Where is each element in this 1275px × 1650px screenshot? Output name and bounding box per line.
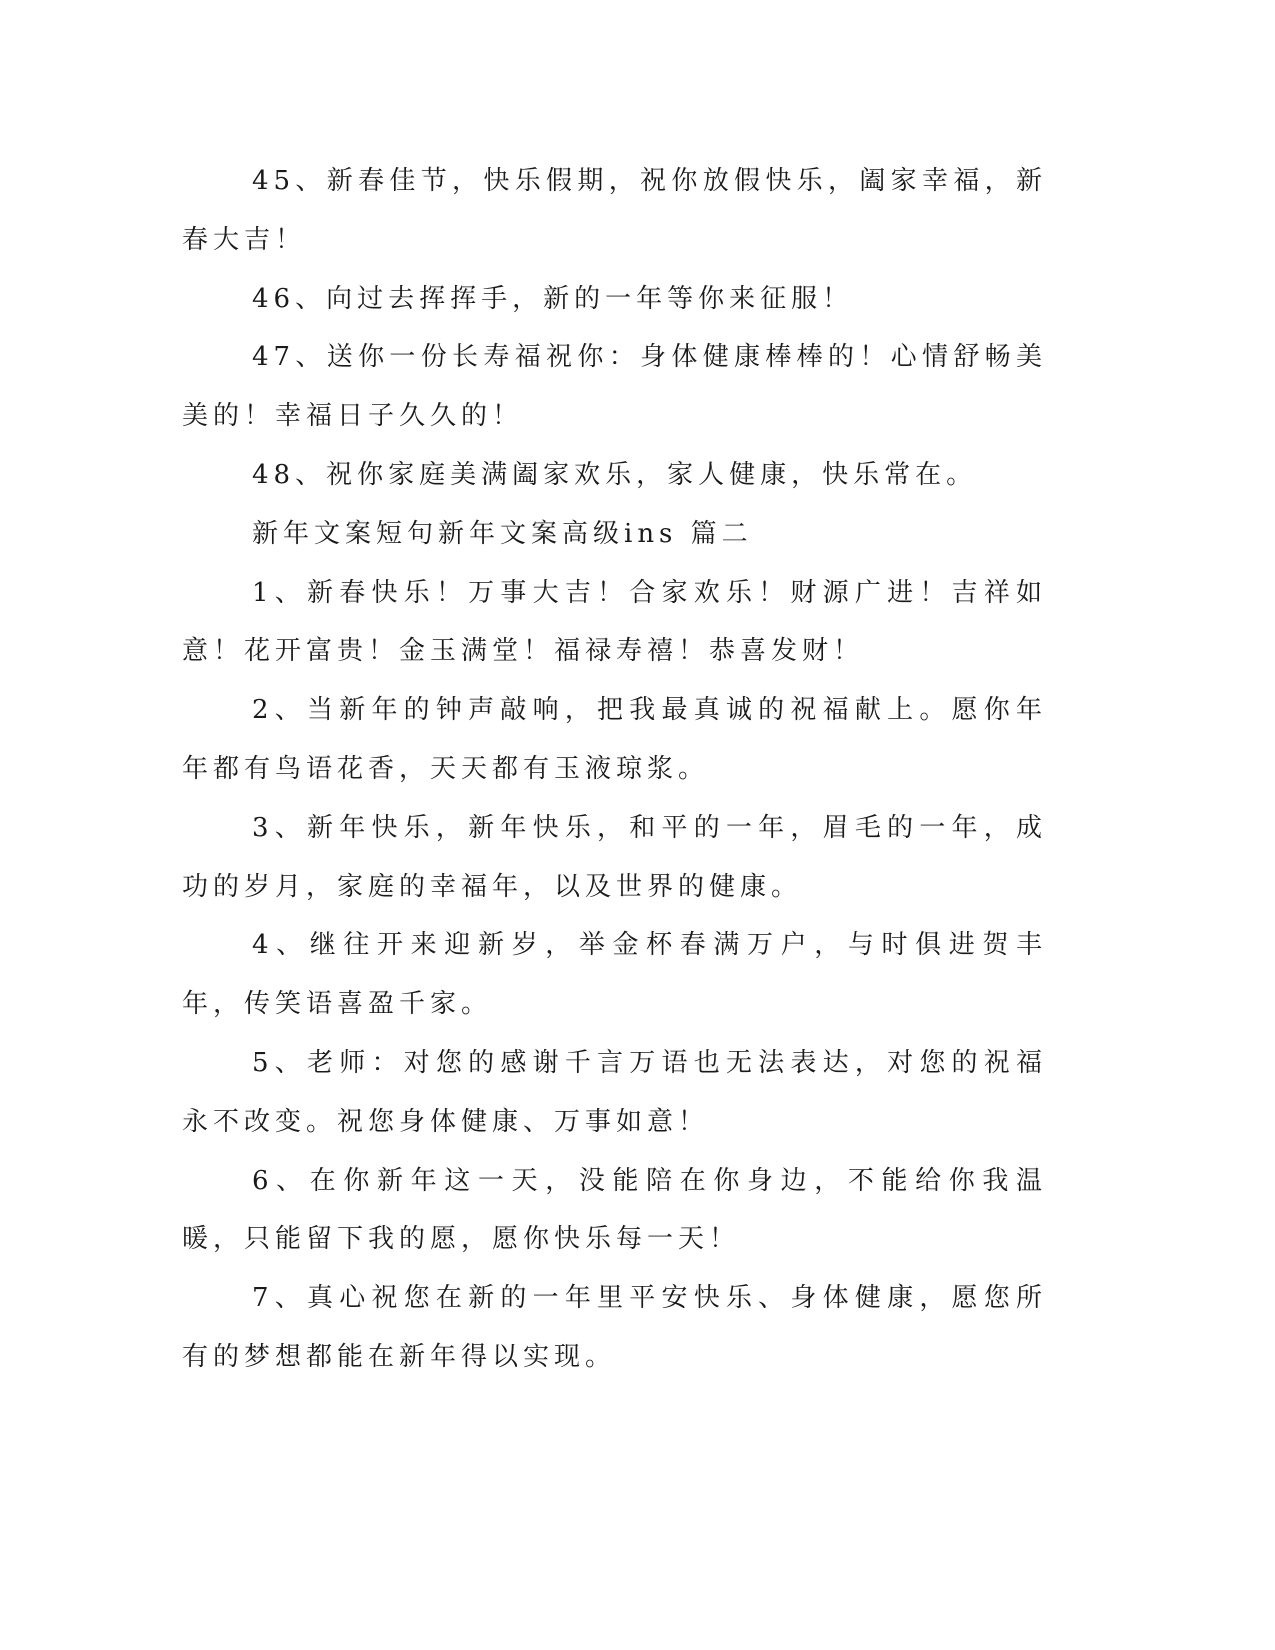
paragraph-3: 3、新年快乐，新年快乐，和平的一年，眉毛的一年，成功的岁月，家庭的幸福年，以及世界的健康。: [182, 812, 1047, 902]
paragraph-7: 7、真心祝您在新的一年里平安快乐、身体健康，愿您所有的梦想都能在新年得以实现。: [182, 1283, 1047, 1372]
paragraph-5: 5、老师：对您的感谢千言万语也无法表达，对您的祝福永不改变。祝您身体健康、万事如意！: [182, 1047, 1047, 1137]
paragraph-4: 4、继往开来迎新岁，举金杯春满万户，与时俱进贺丰年，传笑语喜盈千家。: [182, 930, 1047, 1020]
paragraph-48: 48、祝你家庭美满阖家欢乐，家人健康，快乐常在。: [252, 459, 978, 490]
document-body: [182, 152, 1047, 1387]
paragraph-45: 45、新春佳节，快乐假期，祝你放假快乐，阖家幸福，新春大吉！: [182, 166, 1047, 255]
paragraph-46: 46、向过去挥挥手，新的一年等你来征服！: [252, 283, 854, 314]
paragraph-6: 6、在你新年这一天，没能陪在你身边，不能给你我温暖，只能留下我的愿，愿你快乐每一天！: [182, 1165, 1047, 1255]
paragraph-2: 2、当新年的钟声敲响，把我最真诚的祝福献上。愿你年年都有鸟语花香，天天都有玉液琼浆。: [182, 695, 1047, 784]
section-heading: 新年文案短句新年文案高级ins 篇二: [252, 518, 753, 549]
paragraph-1: 1、新春快乐！万事大吉！合家欢乐！财源广进！吉祥如意！花开富贵！金玉满堂！福禄寿禧！恭喜发财！: [182, 577, 1047, 667]
paragraph-47: 47、送你一份长寿福祝你：身体健康棒棒的！心情舒畅美美的！幸福日子久久的！: [182, 342, 1047, 432]
